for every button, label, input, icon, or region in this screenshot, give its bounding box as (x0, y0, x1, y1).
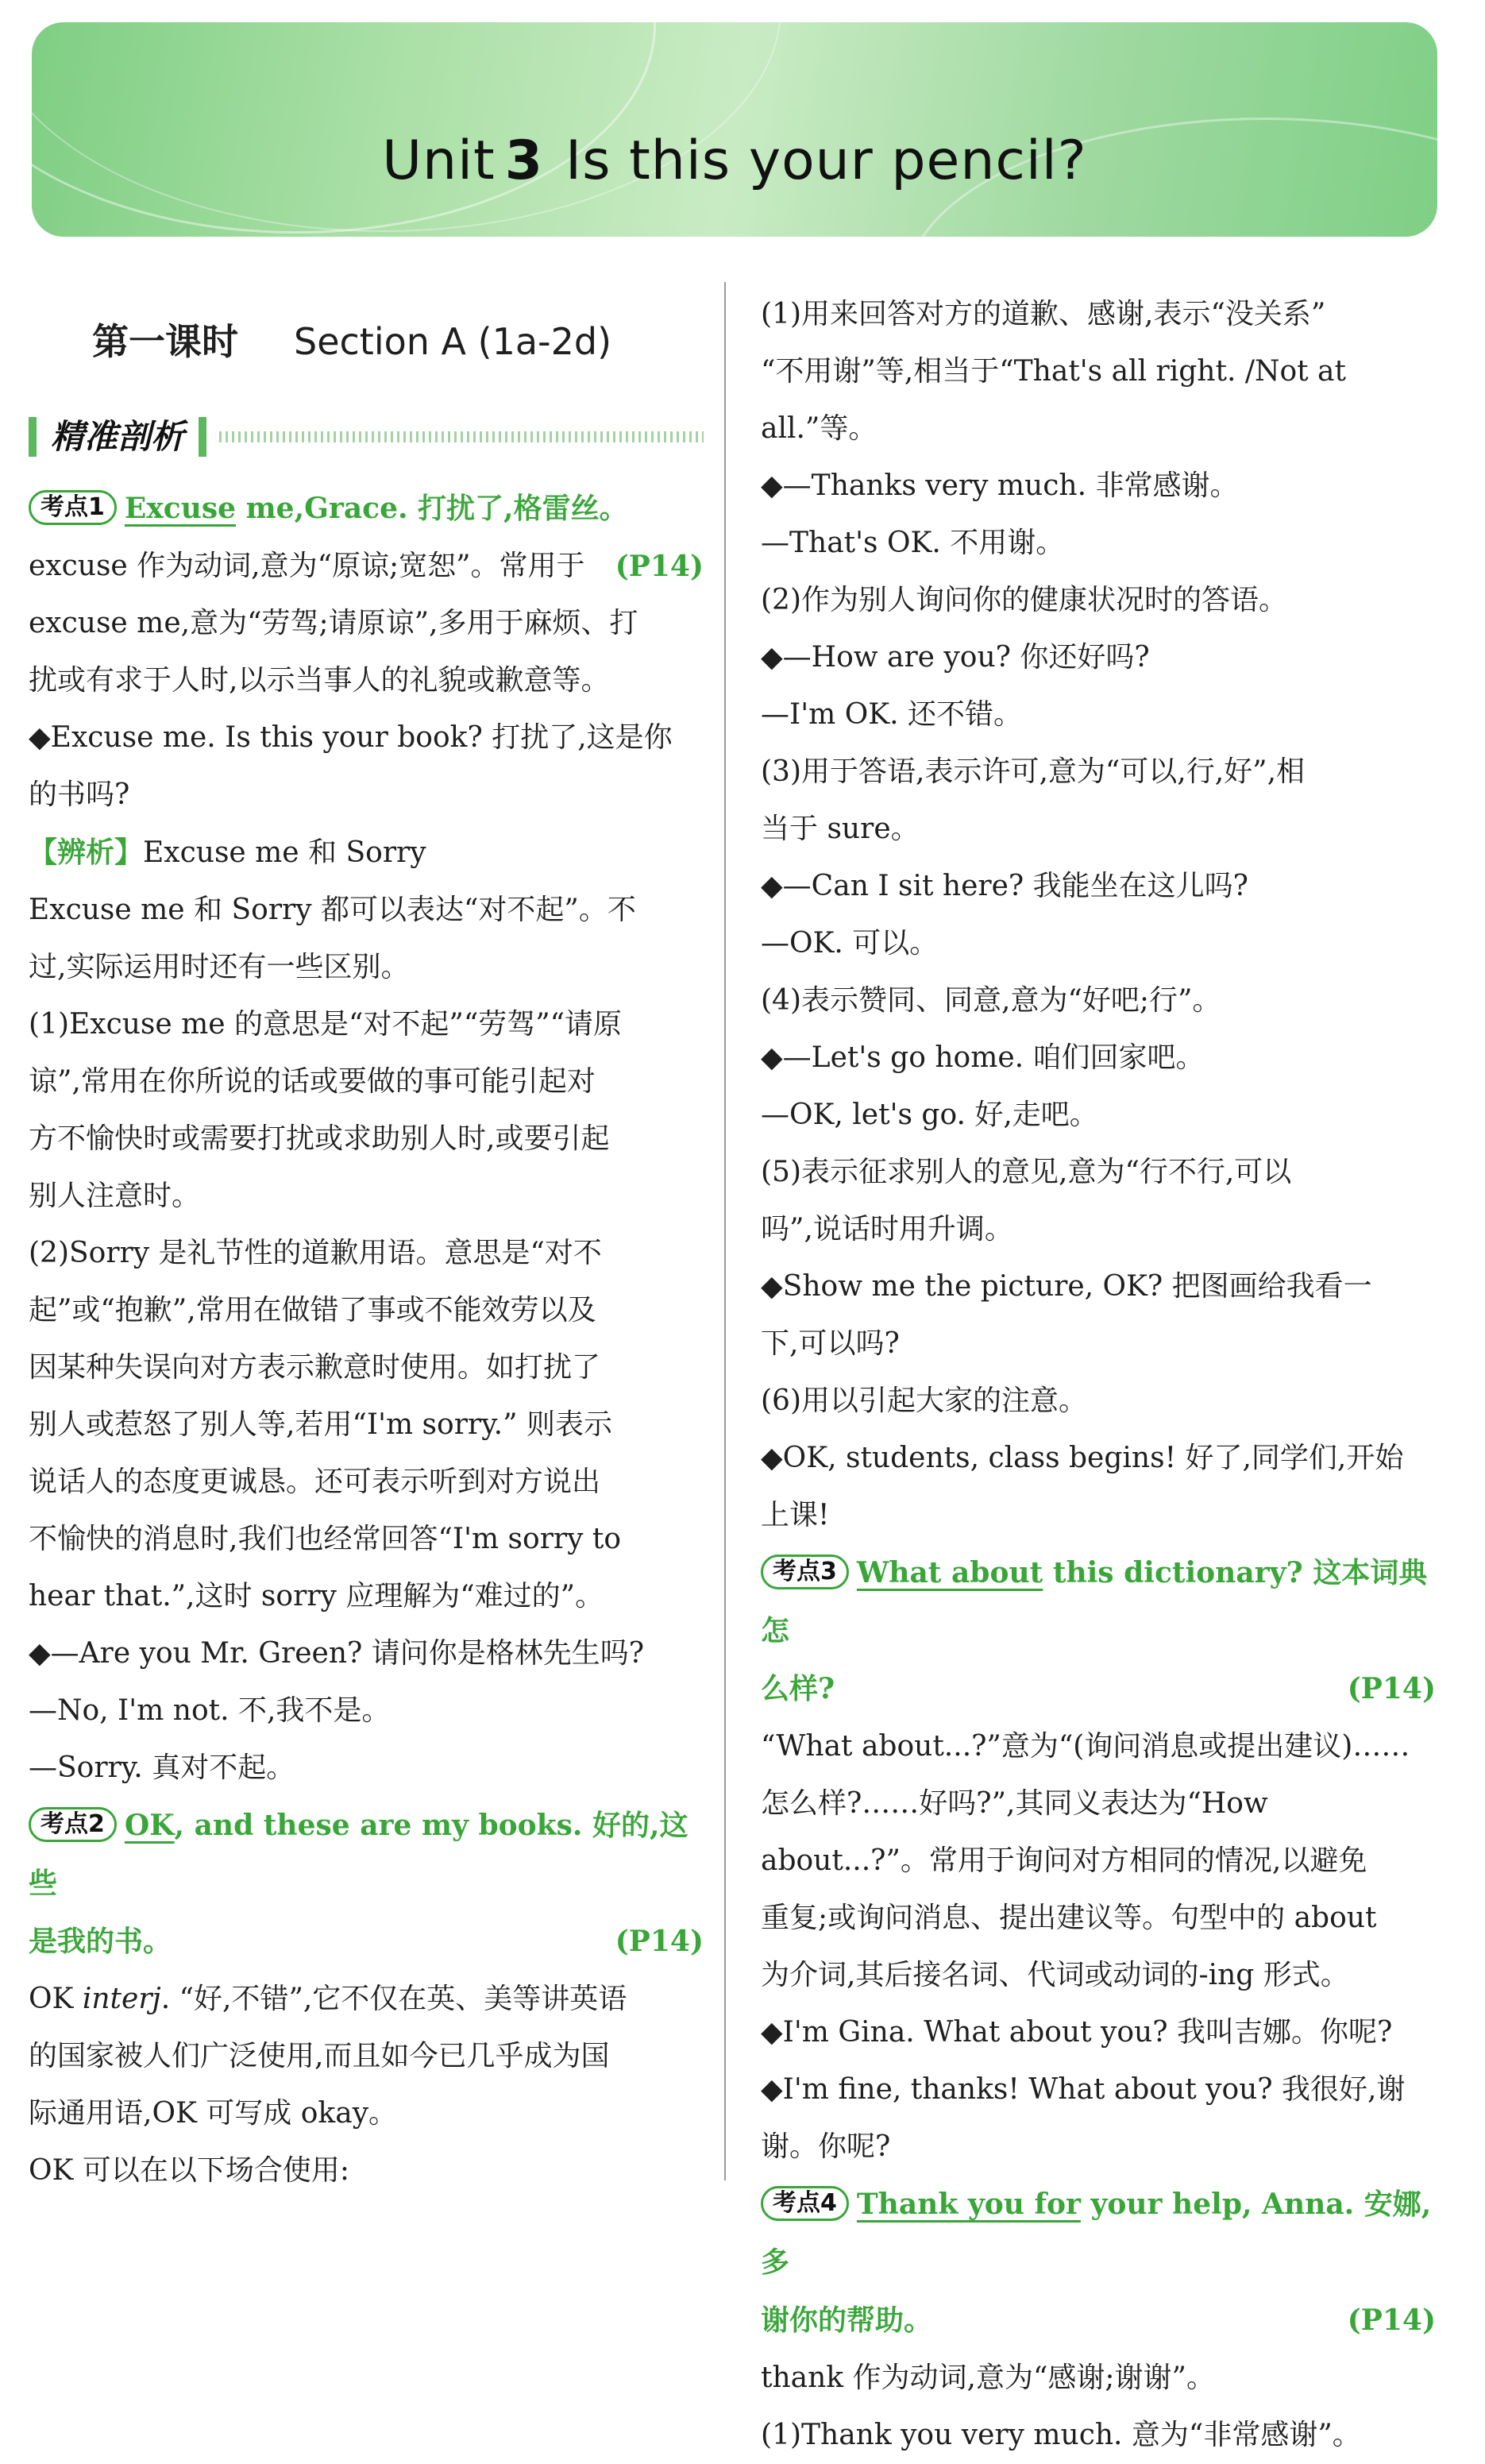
kp2-sentence: , and these are my books. 好的,这些 (29, 1809, 688, 1900)
kp4-sentence: your help, Anna. 安娜,多 (761, 2188, 1432, 2279)
text-line: “What about...?”意为“(询问消息或提出建议)…… (761, 1730, 1410, 1763)
kp4-keyword: Thank you for (856, 2188, 1081, 2221)
text-line: 的国家被人们广泛使用,而且如今已几乎成为国 (29, 2040, 610, 2072)
kp3-keyword: What about (856, 1556, 1043, 1589)
kp4-heading (761, 2176, 1436, 2292)
text-line: 重复;或询问消息、提出建议等。句型中的 about (761, 1902, 1377, 1934)
text-line: 起”或“抱歉”,常用在做错了事或不能效劳以及 (29, 1294, 596, 1327)
kp1-sentence: me,Grace. 打扰了,格雷丝。 (236, 492, 628, 525)
lesson-number: 第一课时 (92, 320, 238, 363)
unit-banner (32, 22, 1437, 237)
example-line: 下,可以吗? (761, 1327, 900, 1360)
example-line: ◆—Let's go home. 咱们回家吧。 (761, 1041, 1205, 1074)
text-line: “不用谢”等,相当于“That's all right. /Not at (761, 355, 1346, 388)
column-divider (724, 282, 726, 2180)
example-line: ◆Show me the picture, OK? 把图画给我看一 (761, 1270, 1372, 1303)
text-line: (2)作为别人询问你的健康状况时的答语。 (761, 584, 1287, 616)
right-column (761, 286, 1436, 2464)
kp1-keyword: Excuse (124, 492, 237, 525)
lesson-heading (92, 318, 704, 365)
text-line: OK 可以在以下场合使用: (29, 2154, 349, 2187)
example-line: —No, I'm not. 不,我不是。 (29, 1694, 391, 1727)
kp2-sentence-cont: 是我的书。 (29, 1925, 172, 1958)
text-line: all.”等。 (761, 412, 878, 445)
text-line: 别人或惹怒了别人等,若用“I'm sorry.” 则表示 (29, 1408, 612, 1441)
kp2-keyword: OK (124, 1809, 175, 1842)
example-line: ◆OK, students, class begins! 好了,同学们,开始 (761, 1442, 1404, 1474)
text-line: 过,实际运用时还有一些区别。 (29, 951, 410, 983)
kp4-sentence-cont: 谢你的帮助。 (761, 2304, 933, 2337)
example-line: —That's OK. 不用谢。 (761, 527, 1065, 559)
text-line: hear that.”,这时 sorry 应理解为“难过的”。 (29, 1580, 604, 1612)
text-line: 怎么样?……好吗?”,其同义表达为“How (761, 1787, 1268, 1820)
analysis-title: Excuse me 和 Sorry (143, 836, 426, 869)
section-label: 精准剖析 (29, 417, 206, 457)
unit-number: 3 (504, 129, 544, 192)
example-line: ◆—Thanks very much. 非常感谢。 (761, 469, 1239, 502)
text-line: (3)用于答语,表示许可,意为“可以,行,好”,相 (761, 755, 1306, 788)
kp4-heading-cont (761, 2292, 1436, 2350)
section-heading (29, 413, 704, 461)
text-line: 际通用语,OK 可写成 okay。 (29, 2097, 398, 2130)
text-line: 别人注意时。 (29, 1180, 201, 1212)
analysis-tag: 【辨析】 (29, 836, 144, 869)
example-line: 上课! (761, 1499, 830, 1531)
text-line: 扰或有求于人时,以示当事人的礼貌或歉意等。 (29, 664, 610, 697)
kp3-heading-cont (761, 1660, 1436, 1718)
text-line: (6)用以引起大家的注意。 (761, 1385, 1087, 1417)
example-line: 的书吗? (29, 778, 130, 811)
kp2-tag: 考点2 (29, 1807, 117, 1842)
kp3-heading (761, 1544, 1436, 1660)
text-line: excuse me,意为“劳驾;请原谅”,多用于麻烦、打 (29, 607, 638, 639)
kp2-heading (29, 1797, 704, 1913)
text-line: (1)Excuse me 的意思是“对不起”“劳驾”“请原 (29, 1008, 623, 1041)
example-line: ◆—Can I sit here? 我能坐在这儿吗? (761, 870, 1248, 902)
text-line: about...?”。常用于询问对方相同的情况,以避免 (761, 1844, 1367, 1877)
kp1-tag: 考点1 (29, 490, 117, 525)
kp1-page-ref: (P14) (615, 550, 704, 583)
text-line: excuse 作为动词,意为“原谅;宽恕”。常用于 (29, 550, 585, 582)
kp2-heading-cont (29, 1913, 704, 1971)
text-line: Excuse me 和 Sorry 都可以表达“对不起”。不 (29, 894, 636, 926)
text-line: (5)表示征求别人的意见,意为“行不行,可以 (761, 1156, 1292, 1188)
text-line: 不愉快的消息时,我们也经常回答“I'm sorry to (29, 1523, 622, 1555)
example-line: ◆Excuse me. Is this your book? 打扰了,这是你 (29, 721, 673, 754)
example-line: ◆I'm fine, thanks! What about you? 我很好,谢 (761, 2073, 1406, 2106)
example-line: ◆—How are you? 你还好吗? (761, 641, 1150, 674)
unit-title-text: Is this your pencil? (565, 129, 1087, 192)
example-line: 谢。你呢? (761, 2130, 891, 2163)
example-line: —Sorry. 真对不起。 (29, 1751, 295, 1784)
unit-prefix: Unit (382, 129, 496, 192)
section-rule (219, 431, 704, 442)
example-line: —OK. 可以。 (761, 927, 939, 960)
lesson-section: Section A (1a-2d) (294, 320, 612, 363)
text-line: (1)用来回答对方的道歉、感谢,表示“没关系” (761, 298, 1326, 330)
text-line: 谅”,常用在你所说的话或要做的事可能引起对 (29, 1065, 596, 1098)
text-line: 当于 sure。 (761, 813, 920, 845)
kp3-page-ref: (P14) (1347, 1672, 1436, 1705)
text-line: (1)Thank you very much. 意为“非常感谢”。 (761, 2419, 1361, 2451)
text-line (29, 1971, 704, 2028)
kp2-page-ref: (P14) (615, 1925, 704, 1958)
definition: . “好,不错”,它不仅在英、美等讲英语 (160, 1983, 627, 2015)
example-line: —OK, let's go. 好,走吧。 (761, 1099, 1098, 1131)
text-line: 吗”,说话时用升调。 (761, 1213, 1013, 1246)
text-line: 因某种失误向对方表示歉意时使用。如打扰了 (29, 1351, 601, 1384)
text-line: (2)Sorry 是礼节性的道歉用语。意思是“对不 (29, 1237, 602, 1269)
text-line: 为介词,其后接名词、代词或动词的-ing 形式。 (761, 1959, 1349, 1991)
example-line: ◆—Are you Mr. Green? 请问你是格林先生吗? (29, 1637, 645, 1670)
text-line: thank 作为动词,意为“感谢;谢谢”。 (761, 2362, 1215, 2394)
example-line: —I'm OK. 还不错。 (761, 698, 1022, 731)
word: OK (29, 1983, 83, 2015)
example-line: ◆I'm Gina. What about you? 我叫吉娜。你呢? (761, 2016, 1393, 2049)
kp3-tag: 考点3 (761, 1554, 849, 1589)
text-line: 方不愉快时或需要打扰或求助别人时,或要引起 (29, 1122, 610, 1155)
text-line: (4)表示赞同、同意,意为“好吧;行”。 (761, 984, 1221, 1017)
kp4-tag: 考点4 (761, 2186, 849, 2221)
kp3-sentence: this dictionary? 这本词典怎 (761, 1556, 1428, 1647)
analysis-heading (29, 824, 704, 882)
left-column (29, 286, 704, 2199)
kp4-page-ref: (P14) (1347, 2304, 1436, 2337)
text-line: 说话人的态度更诚恳。还可表示听到对方说出 (29, 1466, 601, 1498)
part-of-speech: interj (82, 1983, 161, 2015)
unit-title (32, 129, 1437, 192)
kp3-sentence-cont: 么样? (761, 1672, 835, 1705)
